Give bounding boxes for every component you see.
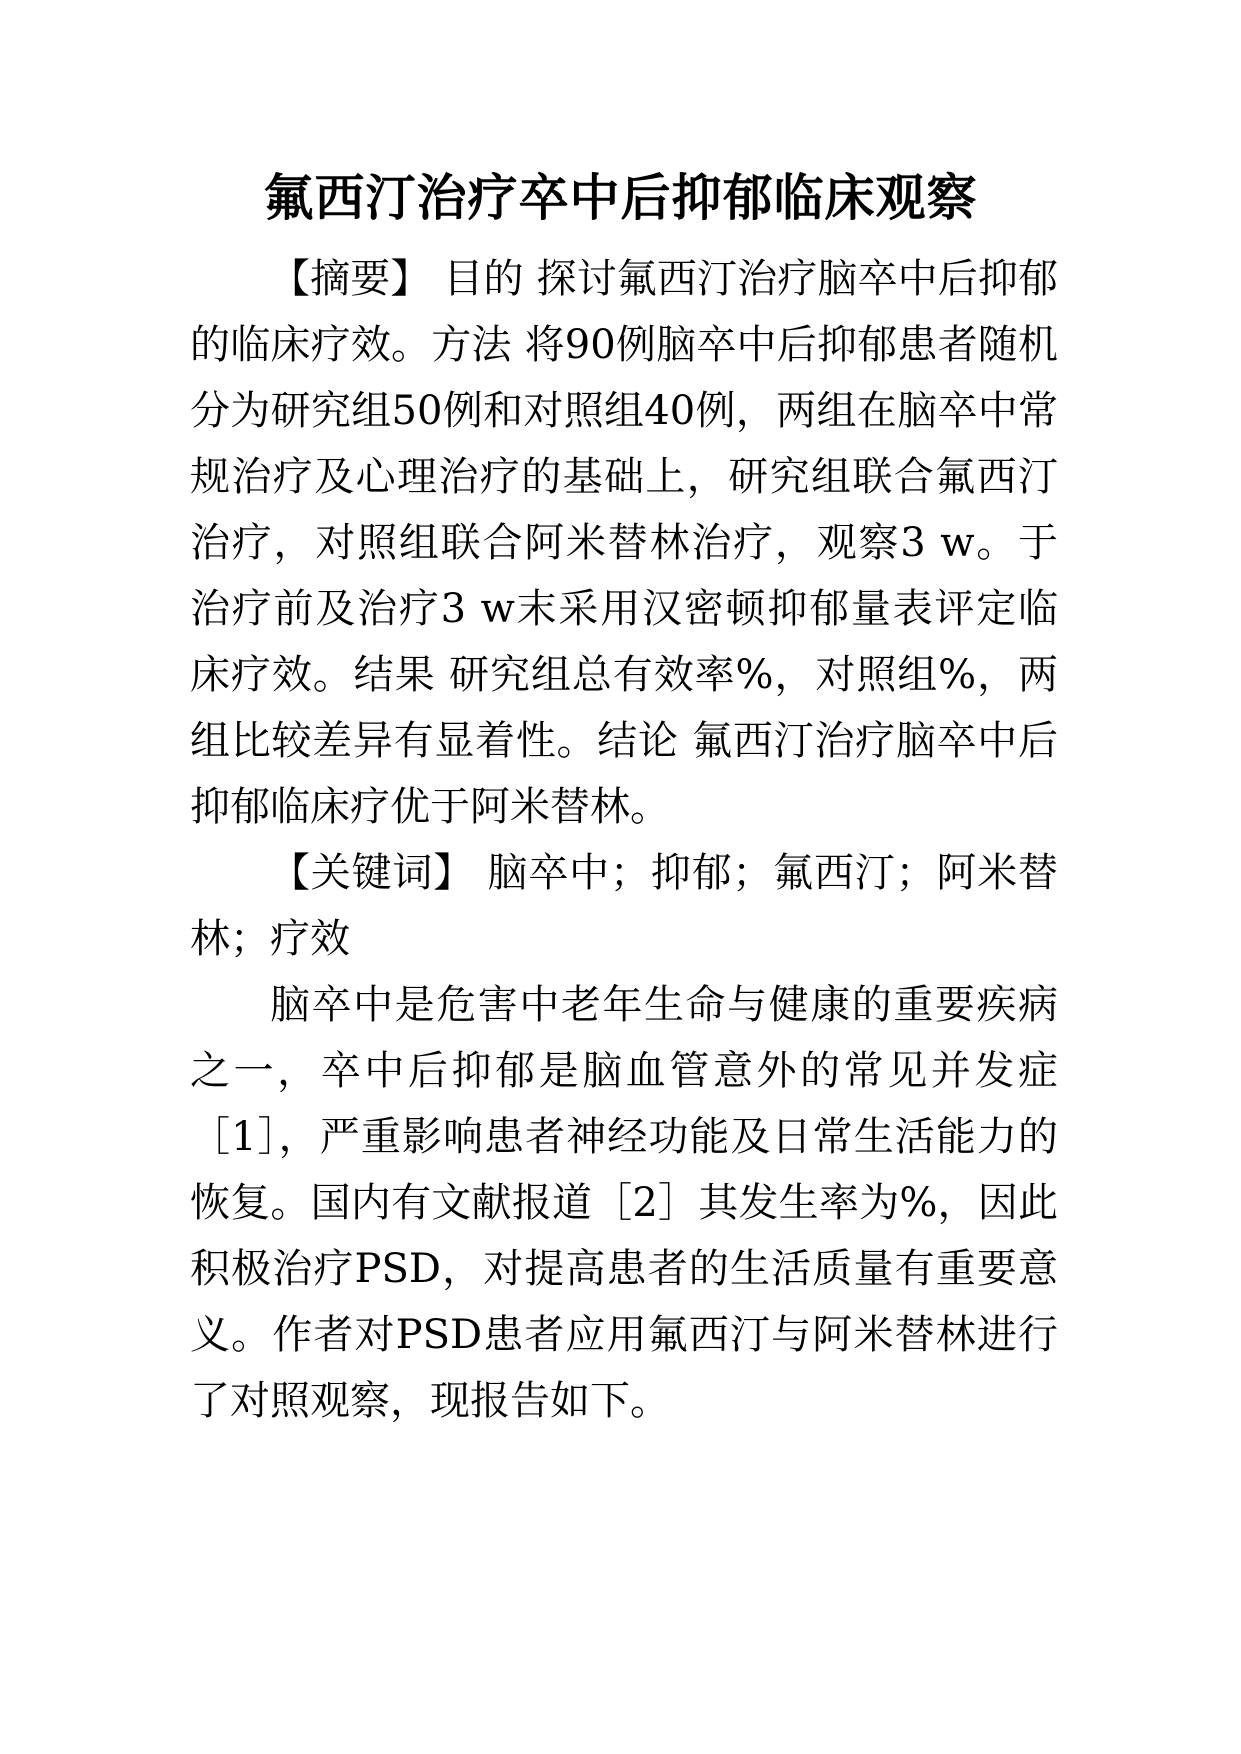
document-title: 氟西汀治疗卒中后抑郁临床观察 bbox=[263, 168, 978, 227]
abstract-paragraph bbox=[190, 246, 1058, 840]
abstract-text: 目的 探讨氟西汀治疗脑卒中后抑郁的临床疗效。方法 将90例脑卒中后抑郁患者随机分为研究组50例和对照组40例，两组在脑卒中常规治疗及心理治疗的基础上，研究组联合氟西汀治疗，对照组联合阿米替林治疗，观察3 w。于治疗前及治疗3 w末采用汉密顿抑郁量表评定临床疗效。结果 研究组总有效率%，对照组%，两组比较差异有显着性。结论 氟西汀治疗脑卒中后抑郁临床疗优于阿米替林。 bbox=[190, 256, 1058, 830]
intro-paragraph: 脑卒中是危害中老年生命与健康的重要疾病之一，卒中后抑郁是脑血管意外的常见并发症［1］，严重影响患者神经功能及日常生活能力的恢复。国内有文献报道［2］其发生率为%，因此积极治疗PSD，对提高患者的生活质量有重要意义。作者对PSD患者应用氟西汀与阿米替林进行了对照观察，现报告如下。 bbox=[190, 982, 1058, 1424]
keywords-label: 【关键词】 bbox=[270, 850, 475, 896]
keywords-text: 脑卒中；抑郁；氟西汀；阿米替林；疗效 bbox=[190, 850, 1059, 962]
abstract-label: 【摘要】 bbox=[270, 256, 431, 302]
keywords-paragraph bbox=[190, 840, 1058, 972]
document-body bbox=[190, 246, 1058, 1434]
